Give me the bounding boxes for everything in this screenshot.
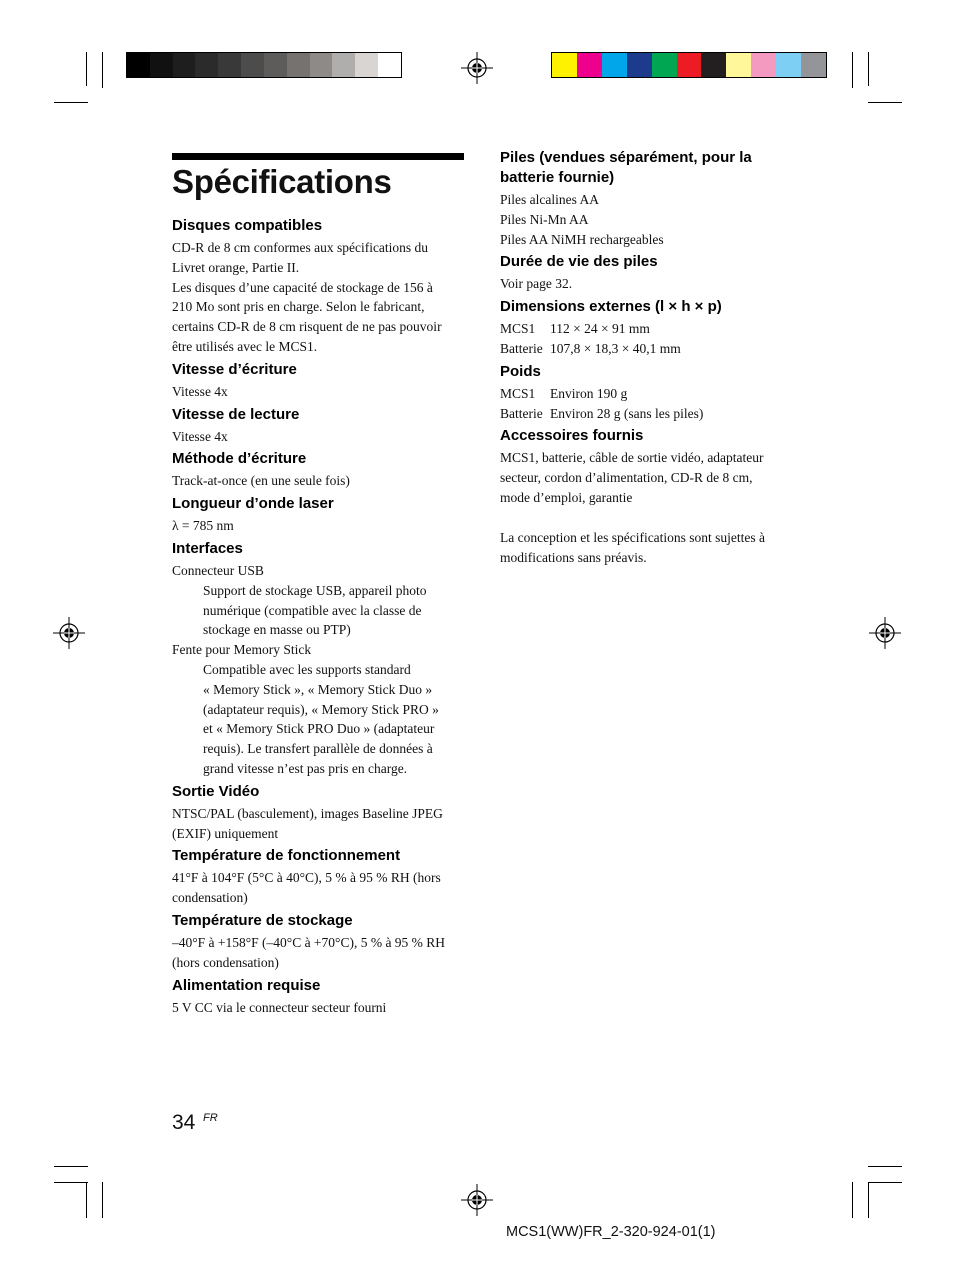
crop-mark (868, 102, 902, 103)
color-swatch (241, 53, 264, 77)
text-line: CD-R de 8 cm conformes aux spécifications du (172, 240, 429, 255)
text-line: secteur, cordon d’alimentation, CD-R de 8 cm, (500, 470, 753, 486)
section-text (500, 448, 800, 507)
color-swatch (652, 53, 677, 77)
section-vitesse-ecriture (172, 360, 472, 402)
section-text: Vitesse 4x (172, 383, 228, 399)
color-swatch (332, 53, 355, 77)
text-line: stockage en masse ou PTP) (203, 622, 351, 638)
section-alimentation (172, 976, 472, 1018)
crop-mark (868, 1182, 869, 1218)
color-swatch (127, 53, 150, 77)
section-heading: Vitesse de lecture (172, 405, 300, 423)
section-heading: Alimentation requise (172, 976, 321, 994)
section-heading: Température de stockage (172, 911, 353, 929)
document-code: MCS1(WW)FR_2-320-924-01(1) (506, 1224, 716, 1240)
section-text (172, 933, 472, 973)
text-line: 210 Mo sont pris en charge. Selon le fabricant, (172, 299, 425, 315)
text-line: La conception et les spécifications sont sujettes à (500, 529, 766, 545)
section-text: λ = 785 nm (172, 518, 234, 534)
color-swatch (287, 53, 310, 77)
section-heading (500, 148, 800, 188)
color-swatch (701, 53, 726, 77)
text-line: Piles AA NiMH rechargeables (500, 231, 664, 247)
crop-mark (54, 1166, 88, 1167)
crop-mark (852, 52, 853, 88)
interface-detail (172, 660, 472, 779)
text-line: 41°F à 104°F (5°C à 40°C), 5 % à 95 % RH (hors (172, 870, 441, 886)
spec-row (500, 404, 800, 424)
registration-mark-icon (461, 1184, 493, 1216)
section-text: 5 V CC via le connecteur secteur fourni (172, 999, 387, 1015)
text-line: condensation) (172, 890, 248, 906)
color-swatch (310, 53, 333, 77)
section-heading: Accessoires fournis (500, 427, 644, 445)
disclaimer-note (500, 528, 800, 568)
spec-row (500, 319, 800, 339)
section-methode-ecriture (172, 449, 472, 491)
spec-value: Environ 190 g (550, 385, 628, 401)
crop-mark (852, 1182, 853, 1218)
crop-mark (868, 1166, 902, 1167)
crop-mark (54, 1182, 88, 1183)
section-disques (172, 216, 472, 357)
section-piles (500, 148, 800, 249)
section-sortie-video (172, 782, 472, 844)
heading-line: Piles (vendues séparément, pour la (500, 149, 752, 166)
section-interfaces (172, 539, 472, 779)
text-line: Les disques d’une capacité de stockage de 156 à (172, 279, 433, 295)
interface-item: Connecteur USB (172, 562, 264, 578)
section-text (172, 868, 472, 908)
section-accessoires (500, 426, 800, 507)
text-line: requis). Le transfert parallèle de données à (203, 741, 433, 757)
color-swatch (751, 53, 776, 77)
spec-key: Batterie (500, 340, 543, 356)
text-line: Compatible avec les supports standard (203, 661, 411, 677)
interface-detail (172, 581, 472, 640)
color-swatch (264, 53, 287, 77)
color-swatch (218, 53, 241, 77)
spec-value: Environ 28 g (sans les piles) (550, 405, 704, 421)
crop-mark (86, 52, 87, 86)
spec-key: MCS1 (500, 321, 536, 337)
language-code: FR (203, 1112, 218, 1124)
color-swatch (355, 53, 378, 77)
crop-mark (868, 52, 869, 86)
text-line: (adaptateur requis), « Memory Stick PRO » (203, 701, 439, 717)
section-heading: Méthode d’écriture (172, 450, 307, 468)
spec-row (500, 339, 800, 359)
crop-mark (86, 1182, 87, 1218)
section-poids (500, 362, 800, 424)
page-title: Spécifications (172, 163, 392, 200)
color-swatch (801, 53, 826, 77)
text-line: (EXIF) uniquement (172, 825, 279, 841)
text-line: MCS1, batterie, câble de sortie vidéo, adaptateur (500, 450, 764, 466)
text-line: Support de stockage USB, appareil photo (203, 582, 427, 598)
color-swatch (627, 53, 652, 77)
text-line: NTSC/PAL (basculement), images Baseline JPEG (172, 805, 443, 821)
color-swatch (602, 53, 627, 77)
section-text: Track-at-once (en une seule fois) (172, 473, 350, 489)
color-swatch (173, 53, 196, 77)
crop-mark (868, 1182, 902, 1183)
page-number: 34 (172, 1111, 196, 1134)
text-line: numérique (compatible avec la classe de (203, 602, 422, 618)
spec-key: MCS1 (500, 385, 536, 401)
color-swatch (776, 53, 801, 77)
section-heading: Poids (500, 362, 541, 380)
section-heading: Disques compatibles (172, 217, 323, 234)
spec-value: 107,8 × 18,3 × 40,1 mm (550, 340, 681, 356)
section-heading: Interfaces (172, 539, 243, 557)
text-line: « Memory Stick », « Memory Stick Duo » (203, 681, 433, 697)
color-swatch (726, 53, 751, 77)
color-swatch (577, 53, 602, 77)
color-swatch (150, 53, 173, 77)
text-line: grand vitesse n’est pas pris en charge. (203, 760, 408, 776)
section-duree-piles (500, 252, 800, 294)
text-line: modifications sans préavis. (500, 549, 647, 565)
text-line: être utilisés avec le MCS1. (172, 338, 318, 354)
registration-mark-icon (53, 617, 85, 649)
section-temp-stockage (172, 911, 472, 973)
color-swatch (378, 53, 401, 77)
left-column (172, 216, 472, 1020)
text-line: Piles Ni-Mn AA (500, 211, 589, 227)
crop-mark (102, 52, 103, 88)
section-heading: Durée de vie des piles (500, 253, 658, 271)
text-line: certains CD-R de 8 cm risquent de ne pas pouvoir (172, 319, 442, 335)
section-vitesse-lecture (172, 405, 472, 447)
color-swatch (677, 53, 702, 77)
crop-mark (102, 1182, 103, 1218)
interface-item: Fente pour Memory Stick (172, 642, 312, 658)
section-heading: Dimensions externes (l × h × p) (500, 298, 722, 316)
text-line: (hors condensation) (172, 954, 279, 970)
text-line: mode d’emploi, garantie (500, 489, 633, 505)
text-line: Piles alcalines AA (500, 192, 599, 207)
color-swatch (195, 53, 218, 77)
text-line: et « Memory Stick PRO Duo » (adaptateur (203, 721, 435, 737)
section-text (500, 190, 800, 249)
text-line: Livret orange, Partie II. (172, 259, 300, 275)
section-heading: Longueur d’onde laser (172, 495, 334, 513)
spec-value: 112 × 24 × 91 mm (550, 321, 650, 337)
color-swatch (552, 53, 577, 77)
section-heading: Sortie Vidéo (172, 782, 260, 800)
registration-mark-icon (869, 617, 901, 649)
text-line: –40°F à +158°F (–40°C à +70°C), 5 % à 95 % RH (172, 934, 446, 950)
spec-row (500, 384, 800, 404)
title-rule (172, 153, 464, 160)
section-longueur-onde (172, 494, 472, 536)
gray-calibration-bar (126, 52, 402, 78)
heading-line: batterie fournie) (500, 169, 615, 186)
section-text (172, 238, 472, 357)
section-temp-fonctionnement (172, 846, 472, 908)
section-heading: Température de fonctionnement (172, 847, 401, 865)
registration-mark-icon (461, 52, 493, 84)
section-heading: Vitesse d’écriture (172, 360, 297, 378)
color-calibration-bar (551, 52, 827, 78)
section-text: Voir page 32. (500, 276, 573, 292)
spec-key: Batterie (500, 405, 543, 421)
section-text: Vitesse 4x (172, 428, 228, 444)
crop-mark (54, 102, 88, 103)
section-dimensions (500, 297, 800, 359)
right-column (500, 148, 800, 567)
section-text (172, 804, 472, 844)
